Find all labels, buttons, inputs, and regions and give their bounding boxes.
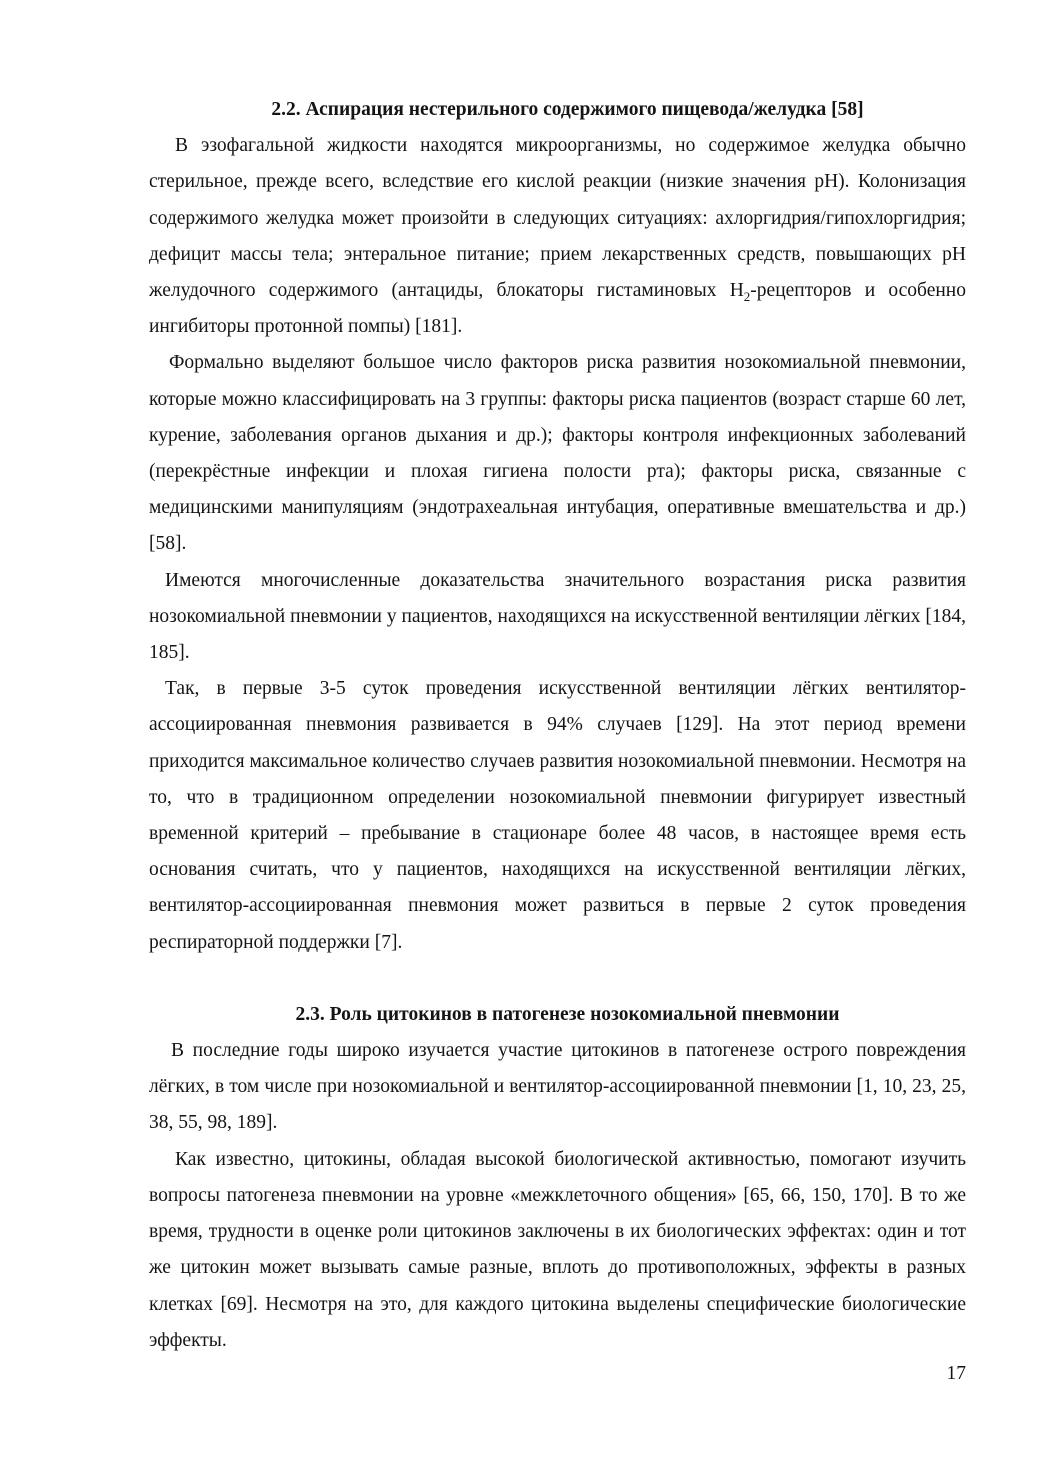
section-spacer	[149, 961, 966, 997]
paragraph-risk-factors: Формально выделяют большое число факторов риска развития нозокомиальной пневмонии, которые можно классифицировать на 3 группы: факторы риска пациентов (возраст старше 60 лет, курение, заболевания органов дыхания и др.); факторы контроля инфекционных заболеваний (перекрёстные инфекции и плохая гигиена полости рта); факторы риска, связанные с медицинскими манипуляциям (эндотрахеальная интубация, оперативные вмешательства и др.) [58].	[149, 352, 966, 555]
paragraph-text-tail: -рецепторов и особенно ингибиторы протонной помпы) [181].	[149, 280, 966, 338]
subscript: 2	[743, 288, 751, 304]
document-page	[149, 92, 966, 1359]
paragraph-text: В эзофагальной жидкости находятся микроорганизмы, но содержимое желудка обычно стерильное, прежде всего, вследствие его кислой реакции (низкие значения pH). Колонизация содержимого желудка может произойти в следующих ситуациях: ахлоргидрия/гипохлоргидрия; дефицит массы тела; энтеральное питание; прием лекарственных средств, повышающих pH желудочного содержимого (антациды, блокаторы гистаминовых H	[149, 135, 966, 302]
paragraph-ventilator-pneumonia: Так, в первые 3-5 суток проведения искусственной вентиляции лёгких вентилятор-ассоциированная пневмония развивается в 94% случаев [129]. На этот период времени приходится максимальное количество случаев развития нозокомиальной пневмонии. Несмотря на то, что в традиционном определении нозокомиальной пневмонии фигурирует известный временной критерий – пребывание в стационаре более 48 часов, в настоящее время есть основания считать, что у пациентов, находящихся на искусственной вентиляции лёгких, вентилятор-ассоциированная пневмония может развиться в первые 2 суток проведения респираторной поддержки [7].	[149, 678, 966, 953]
paragraph-cytokines-effects: Как известно, цитокины, обладая высокой биологической активностью, помогают изучить вопросы патогенеза пневмонии на уровне «межклеточного общения» [65, 66, 150, 170]. В то же время, трудности в оценке роли цитокинов заключены в их биологических эффектах: один и тот же цитокин может вызывать самые разные, вплоть до противоположных, эффекты в разных клетках [69]. Несмотря на это, для каждого цитокина выделены специфические биологические эффекты.	[149, 1148, 966, 1351]
page-number: 17	[946, 1363, 966, 1384]
paragraph-esophageal-fluid	[149, 128, 966, 345]
section-heading-2-2: 2.2. Аспирация нестерильного содержимого пищевода/желудка [58]	[271, 99, 864, 120]
paragraph-ventilation-risk: Имеются многочисленные доказательства значительного возрастания риска развития нозокомиальной пневмонии у пациентов, находящихся на искусственной вентиляции лёгких [184, 185].	[149, 569, 966, 664]
paragraph-cytokines-study: В последние годы широко изучается участие цитокинов в патогенезе острого повреждения лёгких, в том числе при нозокомиальной и вентилятор-ассоциированной пневмонии [1, 10, 23, 25, 38, 55, 98, 189].	[149, 1040, 966, 1134]
section-heading-2-3: 2.3. Роль цитокинов в патогенезе нозокомиальной пневмонии	[295, 1003, 840, 1025]
